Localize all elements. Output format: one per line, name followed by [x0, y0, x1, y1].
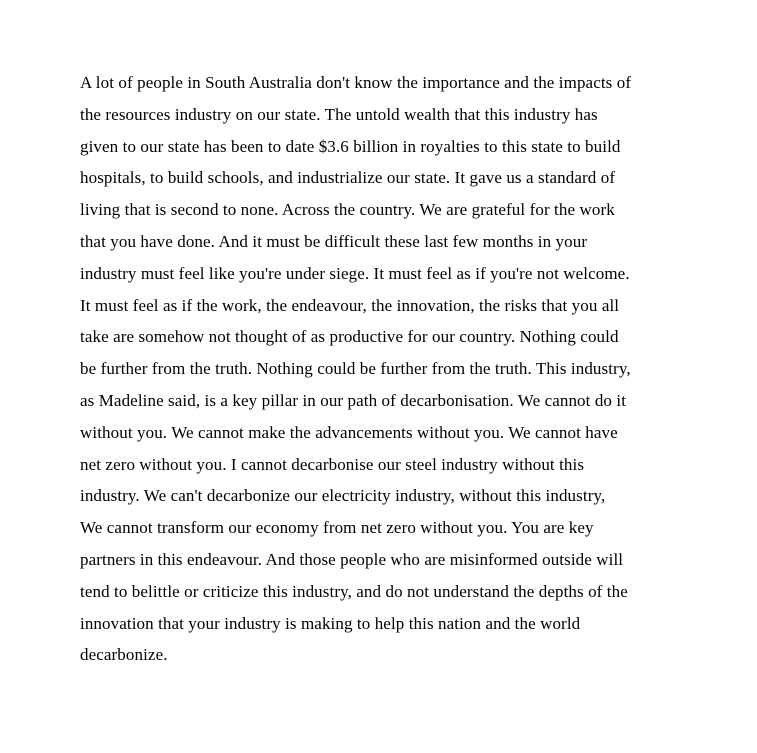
transcript-line: be further from the truth. Nothing could be further from the truth. This industry, [80, 359, 631, 379]
transcript-line: tend to belittle or criticize this industry, and do not understand the depths of the [80, 581, 628, 601]
transcript-line: industry must feel like you're under siege. It must feel as if you're not welcome. [80, 263, 630, 283]
transcript-line: living that is second to none. Across the country. We are grateful for the work [80, 200, 615, 220]
transcript-line: industry. We can't decarbonize our electricity industry, without this industry, [80, 486, 606, 506]
transcript-line: hospitals, to build schools, and industrialize our state. It gave us a standard of [80, 168, 616, 188]
transcript-paragraph [80, 67, 631, 671]
transcript-line: take are somehow not thought of as productive for our country. Nothing could [80, 327, 619, 347]
transcript-line: A lot of people in South Australia don't know the importance and the impacts of [80, 73, 632, 92]
transcript-line: as Madeline said, is a key pillar in our path of decarbonisation. We cannot do it [80, 390, 627, 410]
transcript-line: We cannot transform our economy from net zero without you. You are key [80, 518, 594, 538]
transcript-line: innovation that your industry is making to help this nation and the world [80, 613, 581, 633]
transcript-line: without you. We cannot make the advancements without you. We cannot have [80, 422, 618, 442]
transcript-line: given to our state has been to date $3.6 billion in royalties to this state to build [80, 136, 621, 156]
transcript-line: net zero without you. I cannot decarbonise our steel industry without this [80, 454, 585, 474]
transcript-line: decarbonize. [80, 645, 168, 665]
transcript-line: It must feel as if the work, the endeavour, the innovation, the risks that you all [80, 295, 620, 315]
transcript-line: partners in this endeavour. And those people who are misinformed outside will [80, 549, 624, 569]
transcript-line: that you have done. And it must be difficult these last few months in your [80, 231, 588, 251]
transcript-line: the resources industry on our state. The untold wealth that this industry has [80, 104, 598, 124]
